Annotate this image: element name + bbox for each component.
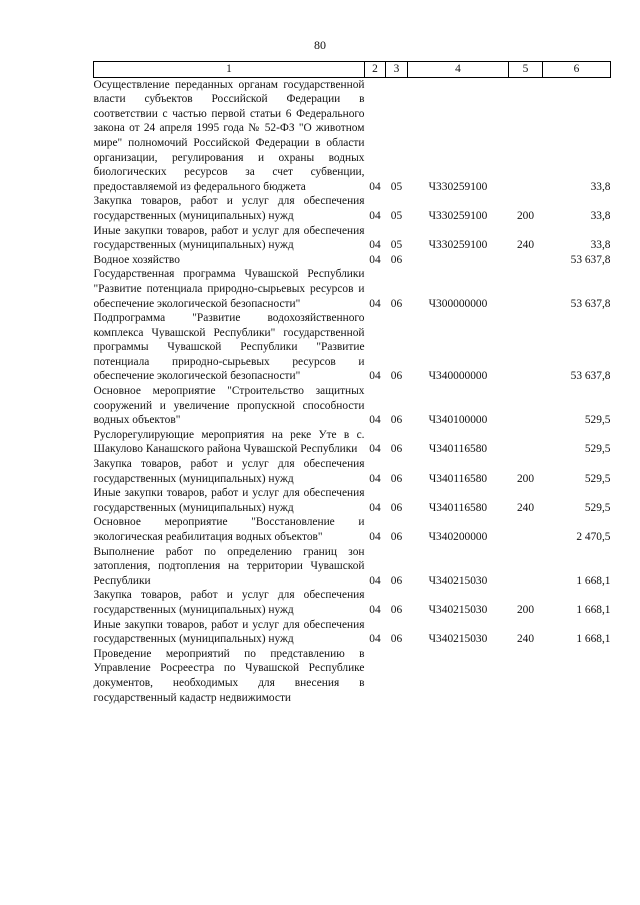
target-article-code: Ч330259100 [428, 180, 488, 193]
amount: 1 668,1 [576, 603, 611, 616]
amount [543, 647, 611, 705]
subsection-code: 05 [390, 180, 403, 193]
target-article-code: Ч340100000 [428, 414, 488, 427]
section-code [365, 647, 386, 705]
item-name: Государственная программа Чувашской Республики "Развитие потенциала природно-сырьевых ресурсов и обеспечение экологической безопасности" [93, 268, 365, 310]
item-name: Иные закупки товаров, работ и услуг для обеспечения государственных (муниципальных) нужд [93, 224, 365, 252]
section-code: 04 [369, 501, 381, 514]
table-row [94, 194, 611, 223]
amount: 53 637,8 [570, 253, 611, 266]
subsection-code: 06 [390, 574, 403, 587]
table-row [94, 253, 611, 268]
amount: 33,8 [590, 209, 611, 222]
page-number: 80 [314, 38, 326, 52]
subsection-code: 05 [390, 209, 403, 222]
amount: 33,8 [590, 180, 611, 193]
table-row [94, 77, 611, 194]
target-article-code [408, 647, 509, 705]
item-name: Закупка товаров, работ и услуг для обеспечения государственных (муниципальных) нужд [93, 195, 365, 222]
item-name: Водное хозяйство [93, 253, 180, 266]
table-row [94, 428, 611, 457]
target-article-code: Ч330259100 [428, 239, 488, 252]
table-row [94, 647, 611, 705]
subsection-code: 05 [390, 239, 403, 252]
expense-type-code: 200 [516, 603, 535, 616]
expense-type-code: 240 [516, 633, 535, 646]
amount: 1 668,1 [576, 574, 611, 587]
item-name: Проведение мероприятий по представлению в Управление Росреестра по Чувашской Республике документов, необходимых для внесения в государственный кадастр недвижимости [93, 647, 365, 704]
expense-type-code [509, 311, 543, 384]
expense-type-code [509, 428, 543, 457]
subsection-code: 06 [390, 531, 403, 543]
target-article-code: Ч340116580 [428, 472, 488, 485]
table-row [94, 515, 611, 544]
target-article-code: Ч340116580 [428, 443, 488, 456]
item-name: Основное мероприятие "Строительство защитных сооружений и увеличение пропускной способности водных объектов" [93, 385, 365, 427]
item-name: Иные закупки товаров, работ и услуг для обеспечения государственных (муниципальных) нужд [93, 487, 365, 514]
target-article-code: Ч340200000 [428, 531, 488, 543]
subsection-code: 06 [390, 370, 403, 383]
section-code: 04 [369, 253, 381, 266]
amount: 53 637,8 [570, 297, 611, 310]
header-col-6: 6 [543, 62, 611, 78]
section-code: 04 [369, 443, 381, 456]
expense-type-code: 200 [516, 209, 535, 222]
target-article-code: Ч340116580 [428, 501, 488, 514]
subsection-code: 06 [390, 501, 403, 514]
amount: 33,8 [590, 239, 611, 252]
target-article-code: Ч340215030 [428, 574, 488, 587]
budget-table [93, 61, 611, 705]
expense-type-code [509, 647, 543, 705]
amount: 529,5 [584, 414, 611, 427]
section-code: 04 [369, 531, 381, 543]
expense-type-code [509, 545, 543, 589]
table-row [94, 384, 611, 428]
section-code: 04 [369, 370, 381, 383]
expense-type-code [509, 515, 543, 544]
header-col-2: 2 [365, 62, 386, 78]
table-row [94, 224, 611, 253]
item-name: Руслорегулирующие мероприятия на реке Уте в с. Шакулово Канашского района Чувашской Республики [93, 428, 365, 456]
expense-type-code: 240 [516, 239, 535, 252]
section-code: 04 [369, 239, 381, 252]
section-code: 04 [369, 603, 381, 616]
section-code: 04 [369, 574, 381, 587]
target-article-code: Ч340000000 [428, 370, 488, 383]
header-col-4: 4 [408, 62, 509, 78]
amount: 53 637,8 [570, 370, 611, 383]
amount: 529,5 [584, 443, 611, 456]
header-col-5: 5 [509, 62, 543, 78]
item-name: Закупка товаров, работ и услуг для обеспечения государственных (муниципальных) нужд [93, 458, 365, 485]
amount: 2 470,5 [576, 531, 611, 543]
target-article-code: Ч300000000 [428, 297, 488, 310]
item-name: Выполнение работ по определению границ зон затопления, подтопления на территории Чувашской Республики [93, 545, 365, 587]
section-code: 04 [369, 209, 381, 222]
subsection-code: 06 [390, 633, 403, 646]
expense-type-code [509, 77, 543, 194]
expense-type-code: 200 [516, 472, 535, 485]
section-code: 04 [369, 472, 381, 485]
section-code: 04 [369, 633, 381, 646]
item-name: Осуществление переданных органам государственной власти субъектов Российской Федерации в соответствии с частью первой статьи 6 Федерального закона от 24 апреля 1995 года № 52-ФЗ "О животном мире" полномочий Российской Федерации в области организации, регулирования и охраны водных биологических ресурсов за счет субвенции, предоставляемой из федерального бюджета [93, 78, 365, 193]
table-row [94, 311, 611, 384]
subsection-code [386, 647, 408, 705]
section-code: 04 [369, 180, 381, 193]
amount: 529,5 [584, 501, 611, 514]
item-name: Подпрограмма "Развитие водохозяйственного комплекса Чувашской Республики" государственной программы Чувашской Республики "Развитие потенциала природно-сырьевых ресурсов и обеспечение экологической безопасности" [93, 312, 365, 383]
amount: 1 668,1 [576, 633, 611, 646]
header-col-3: 3 [386, 62, 408, 78]
table-row [94, 267, 611, 311]
table-row [94, 486, 611, 515]
item-name: Иные закупки товаров, работ и услуг для обеспечения государственных (муниципальных) нужд [93, 618, 365, 646]
expense-type-code [509, 253, 543, 268]
expense-type-code [509, 384, 543, 428]
table-row [94, 545, 611, 589]
header-row [94, 62, 611, 78]
subsection-code: 06 [390, 297, 403, 310]
subsection-code: 06 [390, 414, 403, 427]
header-col-1: 1 [94, 62, 365, 78]
subsection-code: 06 [390, 253, 403, 266]
item-name: Основное мероприятие "Восстановление и экологическая реабилитация водных объектов" [93, 516, 365, 543]
target-article-code: Ч340215030 [428, 603, 488, 616]
subsection-code: 06 [390, 443, 403, 456]
table-row [94, 618, 611, 647]
expense-type-code [509, 267, 543, 311]
item-name: Закупка товаров, работ и услуг для обеспечения государственных (муниципальных) нужд [93, 589, 365, 616]
target-article-code [408, 253, 509, 268]
subsection-code: 06 [390, 472, 403, 485]
section-code: 04 [369, 414, 381, 427]
subsection-code: 06 [390, 603, 403, 616]
section-code: 04 [369, 297, 381, 310]
target-article-code: Ч340215030 [428, 633, 488, 646]
table-row [94, 588, 611, 617]
table-row [94, 457, 611, 486]
amount: 529,5 [584, 472, 611, 485]
target-article-code: Ч330259100 [428, 209, 488, 222]
expense-type-code: 240 [516, 501, 535, 514]
